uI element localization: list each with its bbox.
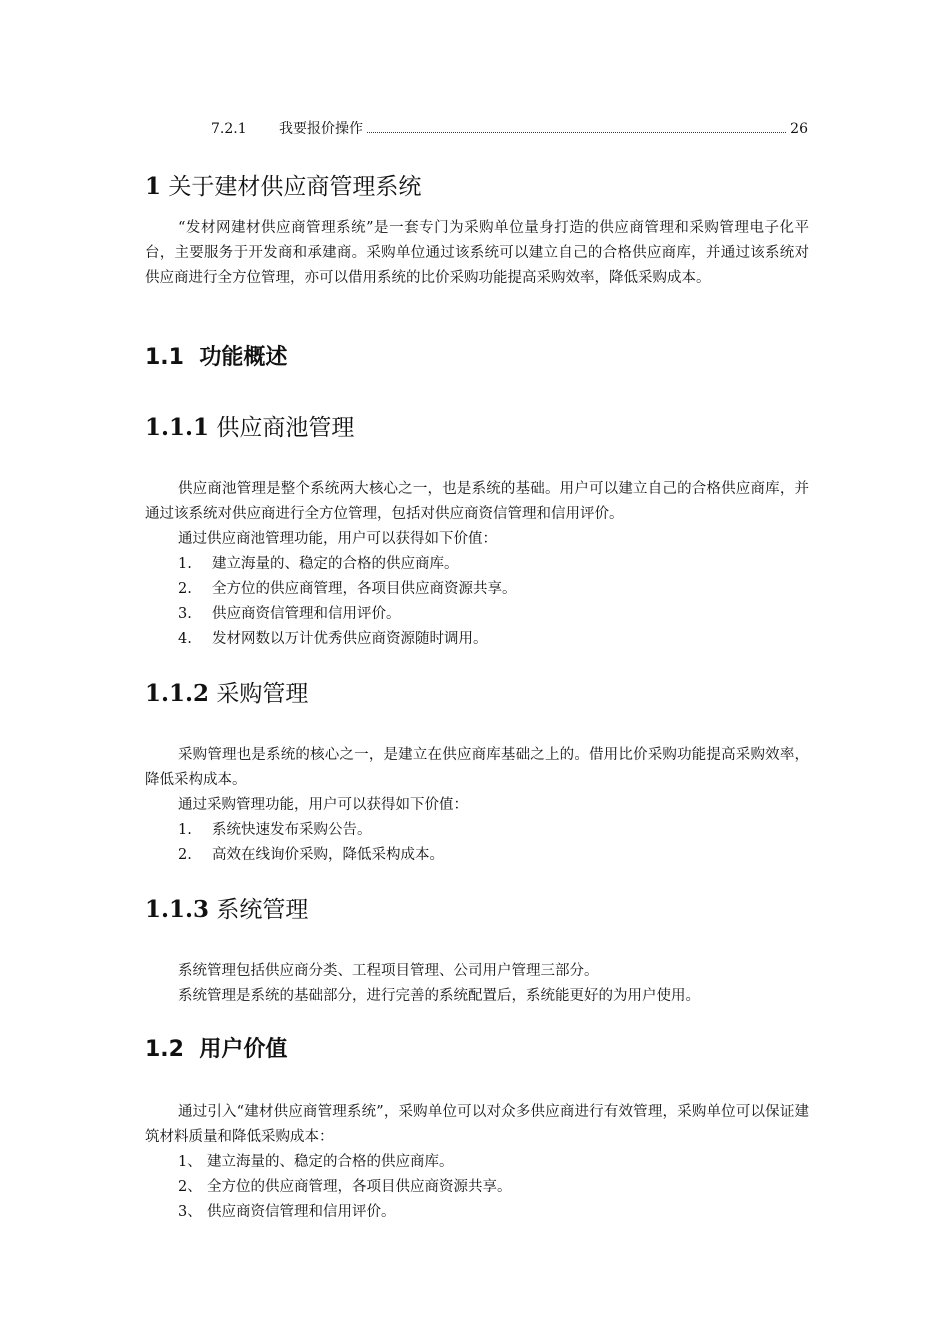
section-1-1-3-line-2: 系统管理是系统的基础部分，进行完善的系统配置后，系统能更好的为用户使用。 <box>178 988 700 1004</box>
list-item-text: 供应商资信管理和信用评价。 <box>207 1204 396 1220</box>
list-item <box>178 602 401 627</box>
list-item-number: 1. <box>178 556 192 572</box>
heading-number: 1 <box>145 173 162 200</box>
heading-section-1-1-2 <box>145 675 308 708</box>
section-1-2-paragraph: 通过引入“建材供应商管理系统”，采购单位可以对众多供应商进行有效管理，采购单位可以保证建筑材料质量和降低采购成本： <box>145 1104 809 1145</box>
list-item-text: 发材网数以万计优秀供应商资源随时调用。 <box>212 631 488 647</box>
list-item-number: 2. <box>178 847 192 863</box>
heading-title: 系统管理 <box>216 897 309 923</box>
heading-section-1-1 <box>145 340 287 371</box>
section-1-1-1-lead: 通过供应商池管理功能，用户可以获得如下价值： <box>178 531 497 547</box>
toc-entry[interactable] <box>211 118 808 140</box>
list-item <box>178 577 517 602</box>
heading-title: 功能概述 <box>199 345 288 370</box>
toc-entry-title: 我要报价操作 <box>279 121 363 137</box>
list-item <box>178 843 444 868</box>
list-item-number: 3. <box>178 606 192 622</box>
heading-title: 用户价值 <box>199 1037 288 1062</box>
list-item-text: 全方位的供应商管理，各项目供应商资源共享。 <box>207 1179 512 1195</box>
list-item <box>178 1200 396 1225</box>
list-item-text: 建立海量的、稳定的合格的供应商库。 <box>212 556 459 572</box>
list-item-number: 4. <box>178 631 192 647</box>
heading-section-1-2 <box>145 1032 287 1063</box>
heading-section-1 <box>145 168 421 201</box>
list-item-text: 全方位的供应商管理，各项目供应商资源共享。 <box>212 581 517 597</box>
heading-number: 1.1.3 <box>145 896 210 923</box>
heading-number: 1.1.1 <box>145 414 210 441</box>
list-item-number: 2. <box>178 581 192 597</box>
list-item <box>178 1175 512 1200</box>
list-item <box>178 818 372 843</box>
list-item-number: 1、 <box>178 1154 202 1170</box>
heading-title: 供应商池管理 <box>216 415 355 441</box>
list-item-number: 2、 <box>178 1179 202 1195</box>
toc-entry-page: 26 <box>790 121 808 137</box>
list-item <box>178 1150 454 1175</box>
list-item <box>178 552 459 577</box>
list-item <box>178 627 488 652</box>
list-item-number: 1. <box>178 822 192 838</box>
heading-number: 1.1.2 <box>145 680 210 707</box>
heading-section-1-1-3 <box>145 891 308 924</box>
heading-section-1-1-1 <box>145 409 354 442</box>
list-item-text: 供应商资信管理和信用评价。 <box>212 606 401 622</box>
list-item-number: 3、 <box>178 1204 202 1220</box>
list-item-text: 系统快速发布采购公告。 <box>212 822 372 838</box>
toc-entry-number: 7.2.1 <box>211 121 247 137</box>
heading-number: 1.2 <box>145 1037 184 1062</box>
section-1-1-2-paragraph: 采购管理也是系统的核心之一，是建立在供应商库基础之上的。借用比价采购功能提高采购效率，降低采构成本。 <box>145 747 809 788</box>
heading-title: 关于建材供应商管理系统 <box>168 174 422 200</box>
list-item-text: 高效在线询价采购，降低采构成本。 <box>212 847 444 863</box>
list-item-text: 建立海量的、稳定的合格的供应商库。 <box>207 1154 454 1170</box>
section-1-1-2-lead: 通过采购管理功能，用户可以获得如下价值： <box>178 797 468 813</box>
section-1-1-1-paragraph: 供应商池管理是整个系统两大核心之一，也是系统的基础。用户可以建立自己的合格供应商库，并通过该系统对供应商进行全方位管理，包括对供应商资信管理和信用评价。 <box>145 481 809 522</box>
section-1-intro: “发材网建材供应商管理系统”是一套专门为采购单位量身打造的供应商管理和采购管理电子化平台，主要服务于开发商和承建商。采购单位通过该系统可以建立自己的合格供应商库，并通过该系统对供应商进行全方位管理，亦可以借用系统的比价采购功能提高采购效率，降低采购成本。 <box>145 220 809 286</box>
toc-leader-dots <box>367 132 786 133</box>
heading-number: 1.1 <box>145 345 184 370</box>
heading-title: 采购管理 <box>216 681 309 707</box>
section-1-1-3-line-1: 系统管理包括供应商分类、工程项目管理、公司用户管理三部分。 <box>178 963 599 979</box>
